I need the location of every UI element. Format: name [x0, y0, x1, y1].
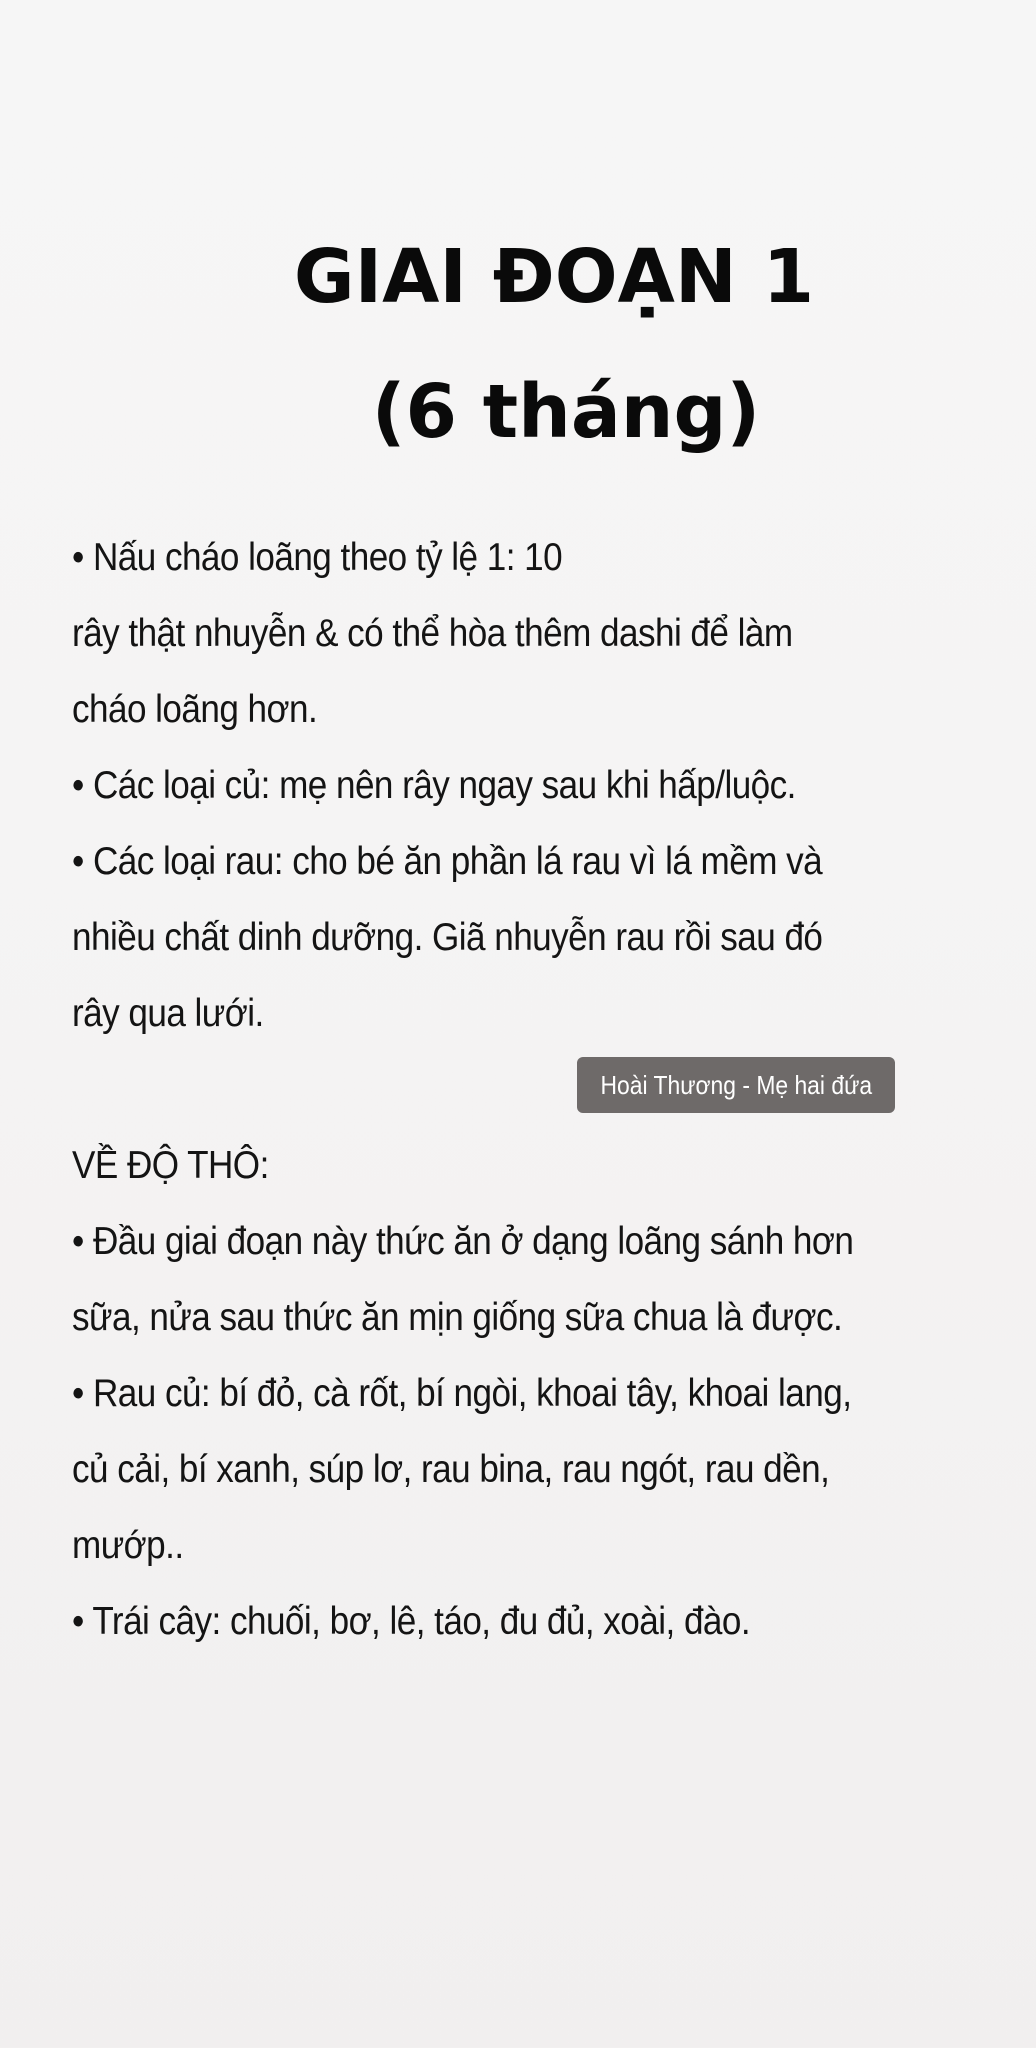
text-line: • Đầu giai đoạn này thức ăn ở dạng loãng sánh hơn	[72, 1220, 854, 1263]
text-line: rây thật nhuyễn & có thể hòa thêm dashi để làm	[72, 612, 793, 655]
text-line: sữa, nửa sau thức ăn mịn giống sữa chua là được.	[72, 1296, 843, 1339]
text-line: rây qua lưới.	[72, 992, 264, 1035]
text-line: mướp..	[72, 1524, 184, 1567]
watermark-label: Hoài Thương - Mẹ hai đứa	[600, 1070, 872, 1100]
section-heading: VỀ ĐỘ THÔ:	[72, 1144, 269, 1187]
text-line: • Rau củ: bí đỏ, cà rốt, bí ngòi, khoai tây, khoai lang,	[72, 1372, 852, 1415]
text-line: • Các loại rau: cho bé ăn phần lá rau vì lá mềm và	[72, 840, 823, 883]
page-subtitle: (6 tháng)	[371, 369, 761, 455]
text-line: • Nấu cháo loãng theo tỷ lệ 1: 10	[72, 536, 563, 579]
text-line: • Các loại củ: mẹ nên rây ngay sau khi hấp/luộc.	[72, 764, 796, 807]
text-line: cháo loãng hơn.	[72, 688, 318, 731]
text-line: • Trái cây: chuối, bơ, lê, táo, đu đủ, xoài, đào.	[72, 1600, 751, 1643]
author-watermark	[577, 1057, 895, 1113]
page-title: GIAI ĐOẠN 1	[293, 234, 815, 320]
section-texture	[72, 1128, 1012, 1660]
section-instructions	[72, 520, 1012, 1052]
text-line: nhiều chất dinh dưỡng. Giã nhuyễn rau rồi sau đó	[72, 916, 823, 959]
text-line: củ cải, bí xanh, súp lơ, rau bina, rau ngót, rau dền,	[72, 1448, 830, 1491]
